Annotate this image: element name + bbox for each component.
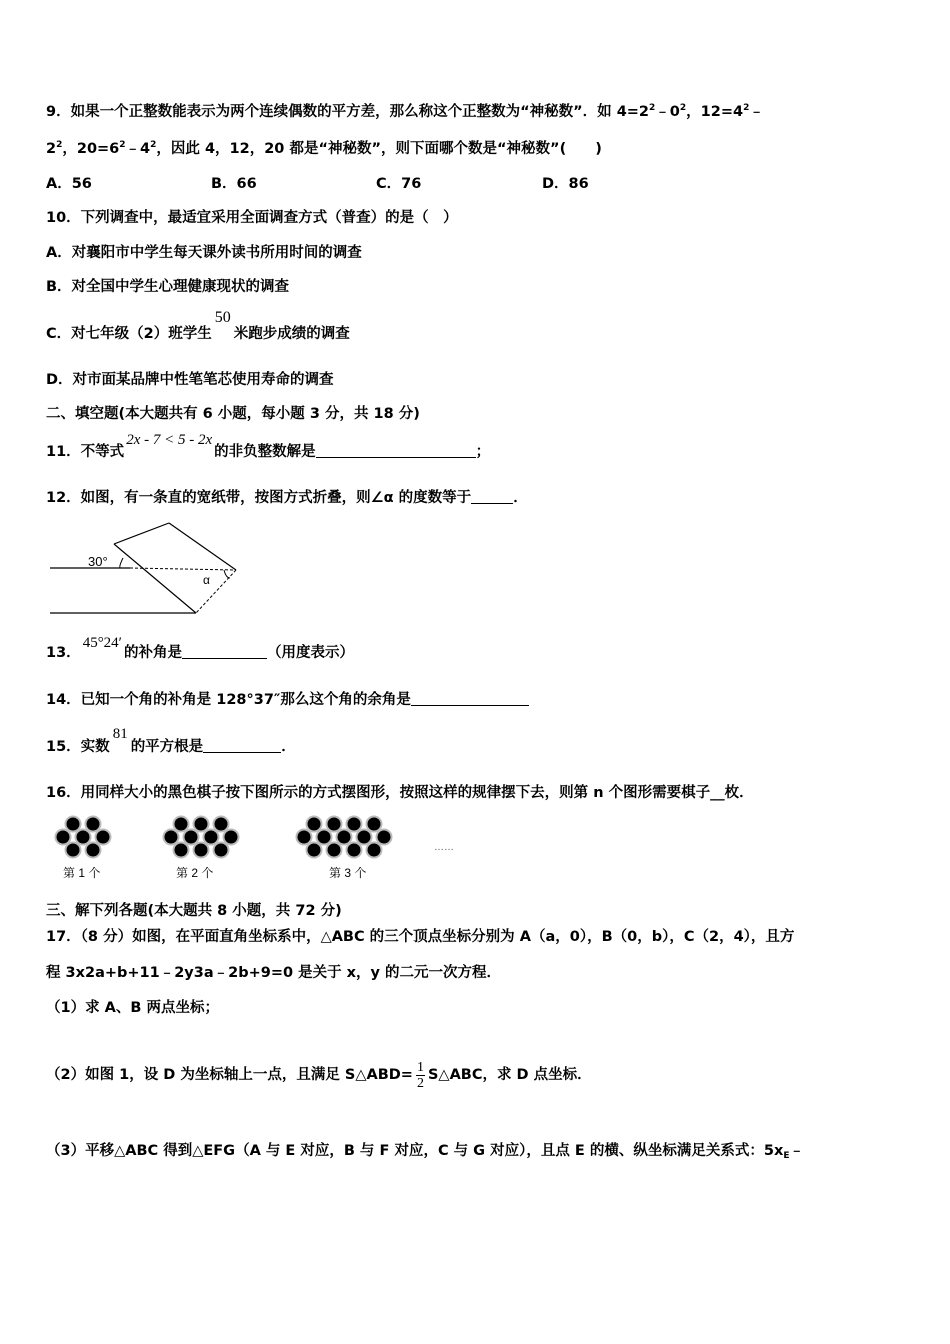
q10-option-d: D．对市面某品牌中性笔笔芯使用寿命的调查 [46,372,334,388]
q12: 12．如图，有一条直的宽纸带，按图方式折叠，则∠α 的度数等于 ． [46,490,528,506]
chess-piece [66,843,81,858]
q10-option-a: A．对襄阳市中学生每天课外读书所用时间的调查 [46,245,362,261]
chess-piece [76,830,91,845]
chess-piece [174,843,189,858]
chess-piece [377,830,392,845]
q10-stem: 10．下列调查中，最适宜采用全面调查方式（普查）的是（ ） [46,210,458,226]
chess-piece [367,817,382,832]
q12-angle-30-label: 30° [88,554,108,569]
q9-option-a: A．56 [46,176,92,192]
chess-piece [307,817,322,832]
q10-option-c: C．对七年级（2）班学生50米跑步成绩的调查 [46,309,350,342]
q15: 15．实数81的平方根是 ． [46,726,296,755]
q15-blank[interactable] [203,738,281,753]
q10-c-number: 50 [214,309,231,326]
chess-piece [164,830,179,845]
chess-piece [204,830,219,845]
q14-blank[interactable] [411,691,529,706]
q13: 13．45°24′的补角是 （用度表示） [46,635,354,661]
q13-angle: 45°24′ [82,635,122,651]
chess-piece [327,843,342,858]
q9-line2: $2^2$，$20=6^2﹣4^2$，因此 4，12，20 都是“神秘数”，则下面哪个数是“神秘数”( ) [46,140,602,157]
q17-fraction-half: $\frac{1}{2}$ [416,1060,424,1091]
q13-blank[interactable] [182,644,267,659]
q16-caption-3: 第 3 个 [329,866,367,880]
q9-option-b: B．66 [211,176,257,192]
chess-piece [317,830,332,845]
chess-piece [214,817,229,832]
q17-line2: 程 3x2a+b+11﹣2y3a﹣2b+9=0 是关于 x，y 的二元一次方程． [46,965,502,981]
q9-options [46,175,746,193]
chess-piece [66,817,81,832]
chess-piece [56,830,71,845]
chess-piece [86,817,101,832]
q10-option-b: B．对全国中学生心理健康现状的调查 [46,279,290,295]
chess-piece [214,843,229,858]
q15-number: 81 [112,726,128,742]
q16-caption-1: 第 1 个 [63,866,101,880]
chess-piece [96,830,111,845]
chess-piece [307,843,322,858]
chess-piece [347,817,362,832]
section-3-heading: 三、解下列各题(本大题共 8 小题，共 72 分) [46,903,342,919]
section-2-heading: 二、填空题(本大题共有 6 小题，每小题 3 分，共 18 分) [46,406,420,422]
q16: 16．用同样大小的黑色棋子按下图所示的方式摆图形，按照这样的规律摆下去，则第 n 个图形需要棋子__枚． [46,785,754,801]
q9-line1: 9．如果一个正整数能表示为两个连续偶数的平方差，那么称这个正整数为“神秘数”．如 $4=2^2﹣0^2$，$12=4^2﹣$ [46,103,764,120]
q11-blank[interactable] [316,443,476,458]
q17-line1: 17．（8 分）如图，在平面直角坐标系中，△ABC 的三个顶点坐标分别为 A（a，0），B（0，b），C（2，4），且方 [46,929,795,945]
q11: 11．不等式2x - 7 < 5 - 2x的非负整数解是 ； [46,432,491,460]
chess-piece [224,830,239,845]
chess-piece [347,843,362,858]
chess-piece [297,830,312,845]
q12-blank[interactable] [471,489,513,504]
chess-piece [194,843,209,858]
chess-piece [357,830,372,845]
chess-piece [184,830,199,845]
chess-piece [337,830,352,845]
q17-part2: （2）如图 1，设 D 为坐标轴上一点，且满足 S△ABD= $\frac{1}{2}$ S△ABC，求 D 点坐标． [46,1060,592,1091]
q11-formula: 2x - 7 < 5 - 2x [126,432,213,448]
chess-piece [327,817,342,832]
q16-caption-2: 第 2 个 [176,866,214,880]
q17-part3: （3）平移△ABC 得到△EFG（A 与 E 对应，B 与 F 对应，C 与 G 对应），且点 E 的横、纵坐标满足关系式：$5x_E﹣$ [46,1143,804,1161]
chess-piece [174,817,189,832]
q16-ellipsis: …… [434,842,454,853]
q9-option-c: C．76 [376,176,422,192]
q17-part1: （1）求 A、B 两点坐标； [46,1000,219,1016]
chess-piece [367,843,382,858]
chess-piece [194,817,209,832]
chess-piece [86,843,101,858]
q9-option-d: D．86 [542,176,589,192]
q16-chess-pattern-figure [46,812,466,882]
q14: 14．已知一个角的补角是 128°37″那么这个角的余角是 [46,691,529,709]
q12-alpha-label: α [203,573,210,587]
q12-folded-strip-figure [46,518,246,618]
